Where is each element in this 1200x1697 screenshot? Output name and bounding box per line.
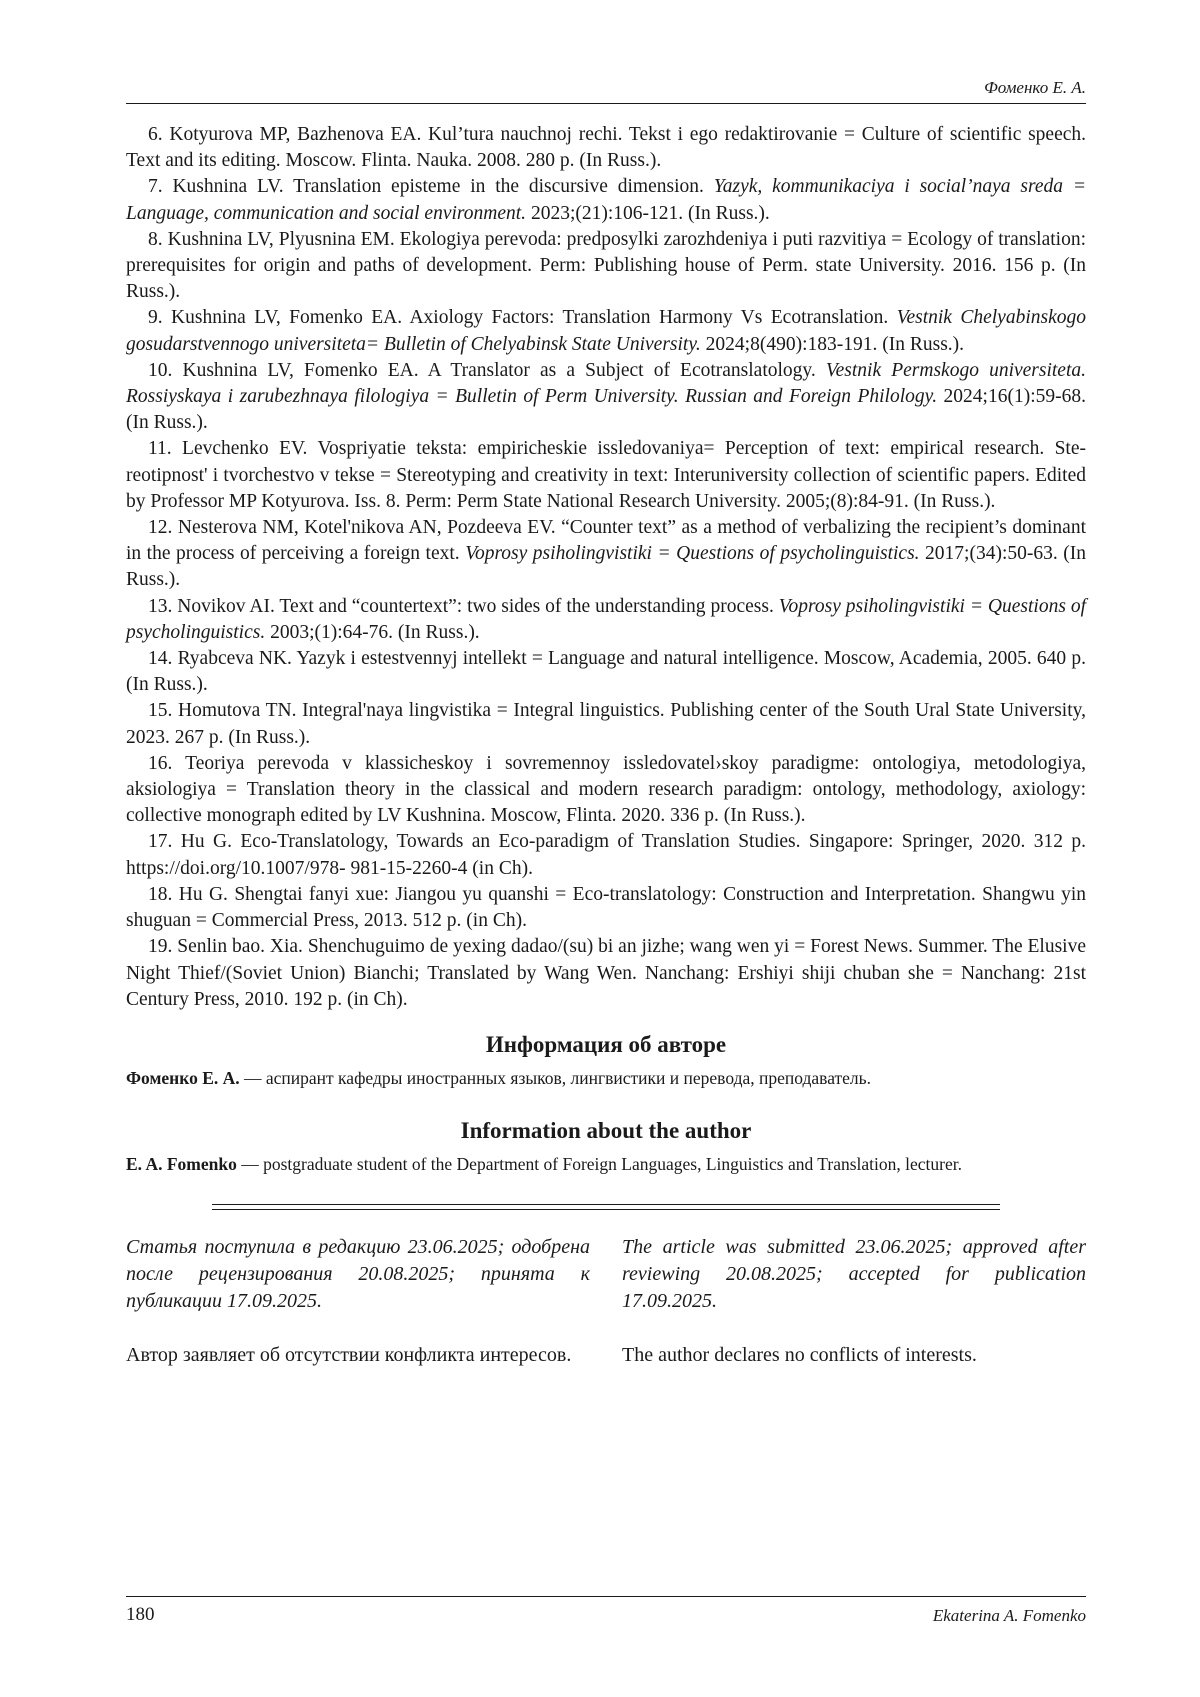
reference-number: 10. [148,359,173,381]
reference-number: 15. [148,700,173,722]
reference-item [126,698,1086,750]
author-name-en: E. A. Fomenko [126,1154,237,1174]
reference-text: Levchenko EV. Vospriyatie teksta: empiricheskie issledovaniya= Perception of text: empirical research. Stereotipnost' i tvorchestvo v tekse = Stereotyping and creativity in text: Interuniversity collection of scientific papers. Edited by Professor MP Kotyurova. Iss. 8. Perm: Perm State National Research University. 2005;(8):84-91. (In Russ.). [126,438,1087,512]
author-info-ru [126,1030,1086,1090]
page-number: 180 [126,1604,155,1625]
reference-number: 9. [148,307,163,329]
reference-text: Ryabceva NK. Yazyk i estestvennyj intellekt = Language and natural intelligence. Moscow, Academia, 2005. 640 p. (In Russ.). [126,648,1086,696]
reference-item [126,227,1086,306]
reference-number: 12. [148,517,173,539]
reference-number: 14. [148,648,173,670]
conflict-statement-en: The author declares no conflicts of interests. [622,1344,977,1366]
header-rule [126,103,1086,104]
submission-dates-ru: Статья поступила в редакцию 23.06.2025; одобрена после рецензирования 20.08.2025; принята к публикации 17.09.2025. [126,1236,590,1312]
footer-author: Ekaterina A. Fomenko [932,1606,1086,1625]
reference-text: Hu G. Eco-Translatology, Towards an Eco-paradigm of Translation Studies. Singapore: Springer, 2020. 312 p. https://doi.org/10.1007/978- 981-15-2260-4 (in Ch). [126,831,1087,879]
reference-text: 2023;(21):106-121. (In Russ.). [526,202,770,224]
author-info-en-text [126,1152,1086,1176]
author-info-ru-text [126,1066,1086,1090]
notes-en [622,1234,1086,1369]
reference-item [126,174,1086,226]
reference-text: Kushnina LV, Fomenko EA. Axiology Factors: Translation Harmony Vs Ecotranslation. [171,307,897,329]
reference-source: Voprosy psiholingvistiki = Questions of psycholinguistics. [126,595,1087,643]
author-info-en-title: Information about the author [460,1118,752,1143]
reference-number: 13. [148,595,173,617]
author-info-ru-title: Информация об авторе [485,1032,727,1057]
notes-ru [126,1234,590,1369]
reference-list [126,122,1086,1013]
author-desc-en: — postgraduate student of the Department of Foreign Languages, Linguistics and Translation, lecturer. [236,1154,962,1174]
reference-number: 18. [148,883,173,905]
reference-number: 7. [148,176,163,198]
reference-number: 6. [148,124,163,145]
reference-number: 16. [148,752,173,774]
reference-text: 2017;(34):50-63. (In Russ.). [126,543,1086,591]
conflict-statement-ru: Автор заявляет об отсутствии конфликта интересов. [126,1344,572,1366]
submission-dates-en: The article was submitted 23.06.2025; approved after reviewing 20.08.2025; accepted for publication 17.09.2025. [622,1236,1086,1312]
reference-text: Senlin bao. Xia. Shenchuguimo de yexing dadao/(su) bi an jizhe; wang wen yi = Forest News. Summer. The Elusive Night Thief/(Soviet Union) Bianchi; Translated by Wang Wen. Nanchang: Ershiyi shiji chuban she = Nanchang: 21st Century Press, 2010. 192 p. (in Ch). [126,936,1087,1010]
reference-text: Hu G. Shengtai fanyi xue: Jiangou yu quanshi = Eco-translatology: Construction and Interpretation. Shangwu yin shuguan = Commercial Press, 2013. 512 p. (in Ch). [126,883,1086,932]
reference-text: Nesterova NM, Kotel'nikova AN, Pozdeeva EV. “Counter text” as a method of verbalizing the recipient’s dominant in the process of perceiving a foreign text. [126,517,1087,565]
double-divider [212,1204,1000,1210]
reference-text: Kushnina LV, Fomenko EA. A Translator as a Subject of Ecotranslatology. [182,359,826,381]
reference-source: Voprosy psiholingvistiki = Questions of psycholinguistics. [465,543,920,565]
reference-item [126,436,1086,515]
reference-text: 2024;16(1):59-68. (In Russ.). [126,386,1086,434]
reference-number: 17. [148,831,173,853]
reference-item [126,358,1086,437]
footer-rule [126,1596,1086,1597]
reference-item [126,934,1086,1013]
reference-item [126,751,1086,830]
reference-text: Novikov AI. Text and “countertext”: two sides of the understanding process. [177,595,779,617]
reference-text: 2003;(1):64-76. (In Russ.). [265,621,480,643]
reference-item [126,646,1086,698]
reference-item [126,829,1086,881]
reference-source: Yazyk, kommunikaciya i social’naya sreda = Language, communication and social environment. [126,176,1086,224]
reference-item [126,882,1086,934]
reference-item [126,122,1086,174]
reference-number: 11. [148,438,172,460]
author-name-ru: Фоменко Е. А. [126,1068,240,1088]
reference-source: Vestnik Permskogo universiteta. Rossiyskaya i zarubezhnaya filologiya = Bulletin of Perm University. Russian and Foreign Philology. [126,359,1087,408]
reference-item [126,594,1086,646]
running-header: Фоменко Е. А. [984,78,1086,97]
reference-text: Kushnina LV. Translation episteme in the discursive dimension. [172,176,714,198]
reference-item [126,515,1086,594]
reference-number: 8. [148,228,163,250]
author-info-en [126,1116,1086,1176]
reference-text: Teoriya perevoda v klassicheskoy i sovremennoy issledovatel›skoy paradigme: ontologiya, metodologiya, aksiologiya = Translation theory in the classical and modern research paradigm: ontology, methodology, axiology: collective monograph edited by LV Kushnina. Moscow, Flinta. 2020. 336 p. (In Russ.). [126,752,1086,827]
reference-item [126,305,1086,357]
reference-source: Vestnik Chelyabinskogo gosudarstvennogo universiteta= Bulletin of Chelyabinsk State University. [126,307,1086,355]
reference-number: 19. [148,936,173,958]
author-desc-ru: — аспирант кафедры иностранных языков, лингвистики и перевода, преподаватель. [239,1068,872,1088]
reference-text: Kotyurova MP, Bazhenova EA. Kul’tura nauchnoj rechi. Tekst i ego redaktirovanie = Culture of scientific speech. Text and its editing. Moscow. Flinta. Nauka. 2008. 280 p. (In Russ.). [126,124,1087,172]
reference-text: Homutova TN. Integral'naya lingvistika = Integral linguistics. Publishing center of the South Ural State University, 2023. 267 p. (In Russ.). [126,700,1086,748]
reference-text: 2024;8(490):183-191. (In Russ.). [700,333,965,355]
reference-text: Kushnina LV, Plyusnina EM. Ekologiya perevoda: predposylki zarozhdeniya i puti razvitiya = Ecology of translation: prerequisites for origin and paths of development. Perm: Publishing house of Perm. state University. 2016. 156 p. (In Russ.). [126,228,1086,303]
